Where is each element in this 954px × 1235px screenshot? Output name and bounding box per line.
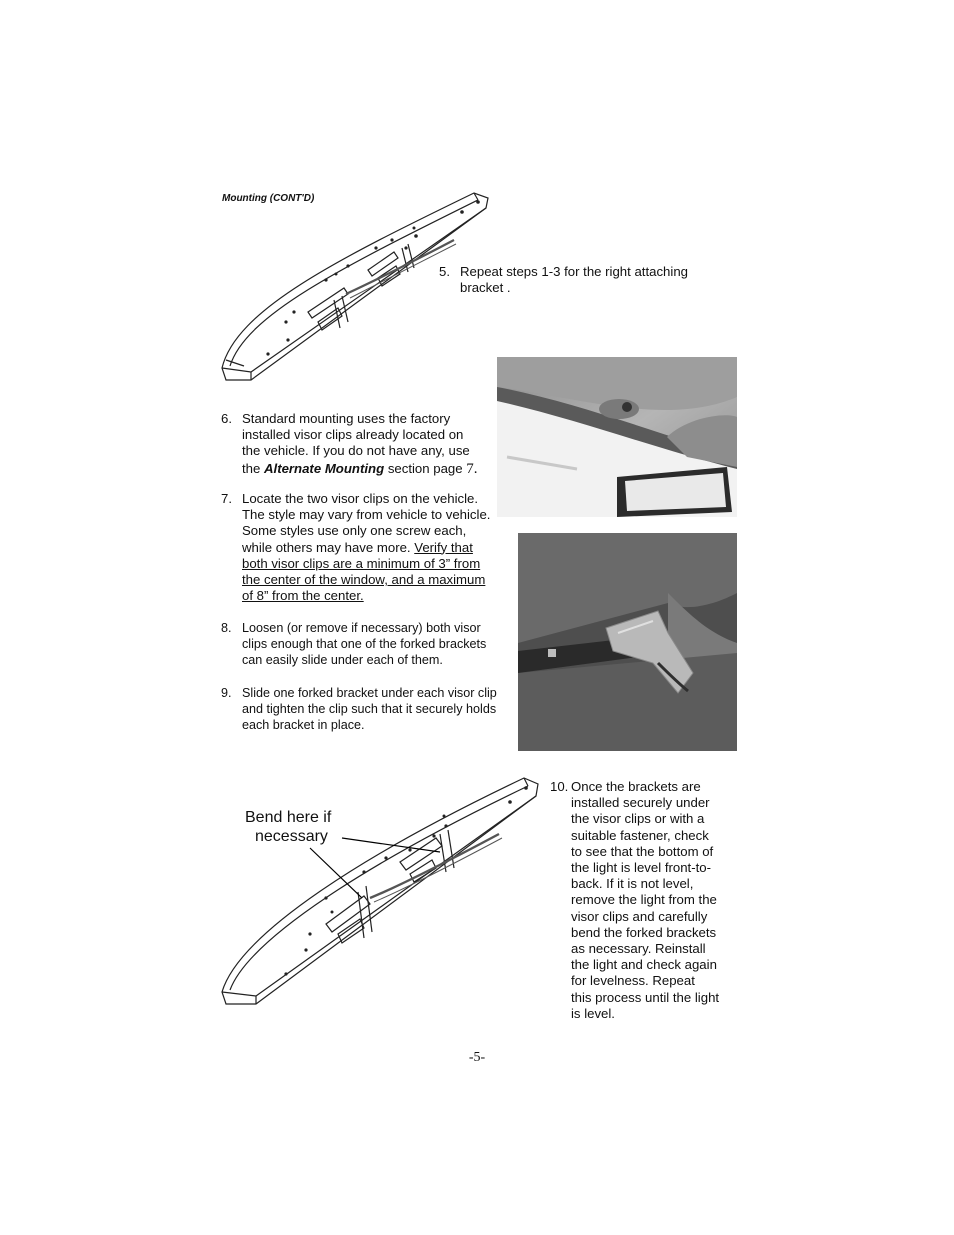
step-text: Slide one forked bracket under each visor clip and tighten the clip such that it securely holds each bracket in place. [242,686,497,733]
step-text: Loosen (or remove if necessary) both visor clips enough that one of the forked brackets can easily slide under each of them. [242,621,487,668]
step-number: 8. [221,621,232,635]
light-bar-drawing-top [216,190,492,385]
step-text: Repeat steps 1-3 for the right attaching bracket . [460,264,688,296]
step-number: 5. [439,264,450,279]
bend-callout: Bend here if necessary [245,809,332,845]
photo-visor-clip [518,533,737,751]
alternate-mounting-reference: Alternate Mounting [264,460,385,476]
step-number: 6. [221,411,232,426]
step-number: 7. [221,491,232,506]
step-number: 10. [550,779,569,794]
section-title: Mounting (CONT'D) [222,193,315,204]
step-text: Once the brackets are installed securely under the visor clips or with a suitable fastener, check to see that the bottom of the light is level front-to- back. If it is not level, remove the light from the visor clips and carefully bend the forked brackets as necessary. Reinstall the light and check again for levelness. Repeat this process until the light is level. [571,779,720,1021]
step-text: Standard mounting uses the factory installed visor clips already located on the vehicle. If you do not have any, use the Alternate Mounting section page 7. [242,411,478,477]
step-text: Locate the two visor clips on the vehicle. The style may vary from vehicle to vehicle. Some styles use only one screw each, while others may have more. Verify that both visor clips are a minimum of 3” from the center of the window, and a maximum of 8” from the center. [242,491,491,604]
page-number: -5- [468,1050,486,1065]
step-number: 9. [221,686,232,700]
photo-mirror-headliner [497,357,737,517]
